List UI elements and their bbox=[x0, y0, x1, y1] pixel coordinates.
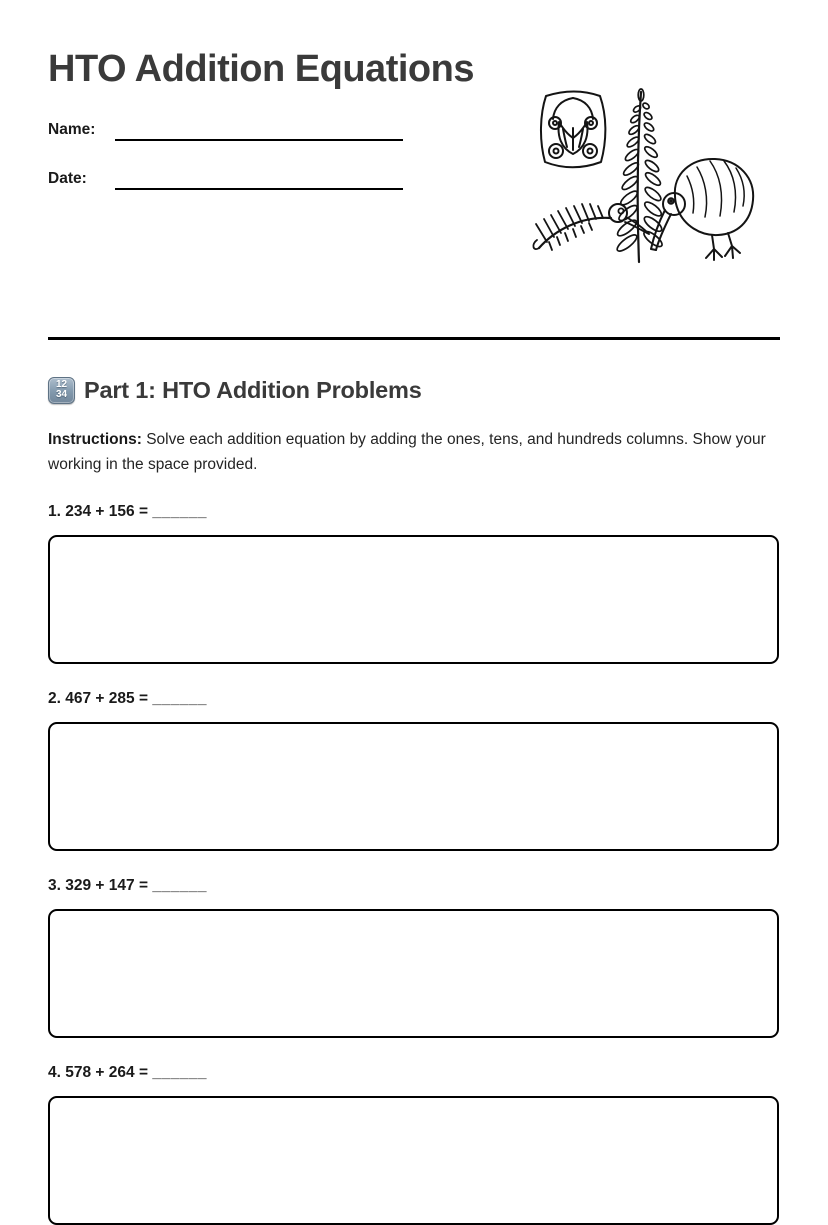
problem-4-answer-blank[interactable]: ______ bbox=[152, 1064, 208, 1081]
input-numbers-emoji-icon bbox=[48, 377, 75, 404]
page-title: HTO Addition Equations bbox=[48, 48, 474, 90]
problem-1-answer-blank[interactable]: ______ bbox=[152, 503, 208, 520]
problem-2-work-box[interactable] bbox=[48, 722, 779, 851]
instructions-text: Solve each addition equation by adding the ones, tens, and hundreds columns. Show your working in the space provided. bbox=[48, 431, 766, 473]
problem-3-number: 3. bbox=[48, 877, 61, 894]
instructions-label: Instructions: bbox=[48, 431, 142, 448]
name-input-line[interactable] bbox=[115, 119, 403, 141]
problem-3-work-box[interactable] bbox=[48, 909, 779, 1038]
problem-1-number: 1. bbox=[48, 503, 61, 520]
instructions-paragraph bbox=[48, 427, 770, 477]
problem-1-work-box[interactable] bbox=[48, 535, 779, 664]
problem-1 bbox=[48, 502, 780, 664]
section-divider bbox=[48, 337, 780, 340]
problem-4-equation: 578 + 264 = bbox=[65, 1064, 148, 1081]
problem-2-answer-blank[interactable]: ______ bbox=[152, 690, 208, 707]
problem-3-text bbox=[48, 876, 780, 896]
problem-2-number: 2. bbox=[48, 690, 61, 707]
problem-4-work-box[interactable] bbox=[48, 1096, 779, 1225]
problem-4-text bbox=[48, 1063, 780, 1083]
fern-frond-icon bbox=[615, 89, 664, 262]
problem-2-equation: 467 + 285 = bbox=[65, 690, 148, 707]
problem-1-equation: 234 + 156 = bbox=[65, 503, 148, 520]
part1-heading-row bbox=[48, 374, 780, 406]
kiwi-fern-illustration-svg bbox=[527, 82, 759, 274]
problem-1-text bbox=[48, 502, 780, 522]
name-label: Name: bbox=[48, 121, 96, 138]
date-input-line[interactable] bbox=[115, 168, 403, 190]
problem-3-answer-blank[interactable]: ______ bbox=[152, 877, 208, 894]
problem-2-text bbox=[48, 689, 780, 709]
problem-2 bbox=[48, 689, 780, 851]
part1-heading: Part 1: HTO Addition Problems bbox=[84, 376, 422, 403]
emoji-digits-bottom: 34 bbox=[55, 389, 68, 400]
kiwi-bird-icon bbox=[651, 159, 753, 260]
koru-panel-icon bbox=[541, 92, 605, 168]
problem-3-equation: 329 + 147 = bbox=[65, 877, 148, 894]
kiwi-fern-illustration bbox=[527, 82, 759, 274]
fern-kiwi-icon bbox=[533, 204, 649, 250]
problem-4 bbox=[48, 1063, 780, 1225]
emoji-digits-top: 12 bbox=[55, 379, 68, 390]
date-label: Date: bbox=[48, 170, 87, 187]
problem-3 bbox=[48, 876, 780, 1038]
problem-4-number: 4. bbox=[48, 1064, 61, 1081]
